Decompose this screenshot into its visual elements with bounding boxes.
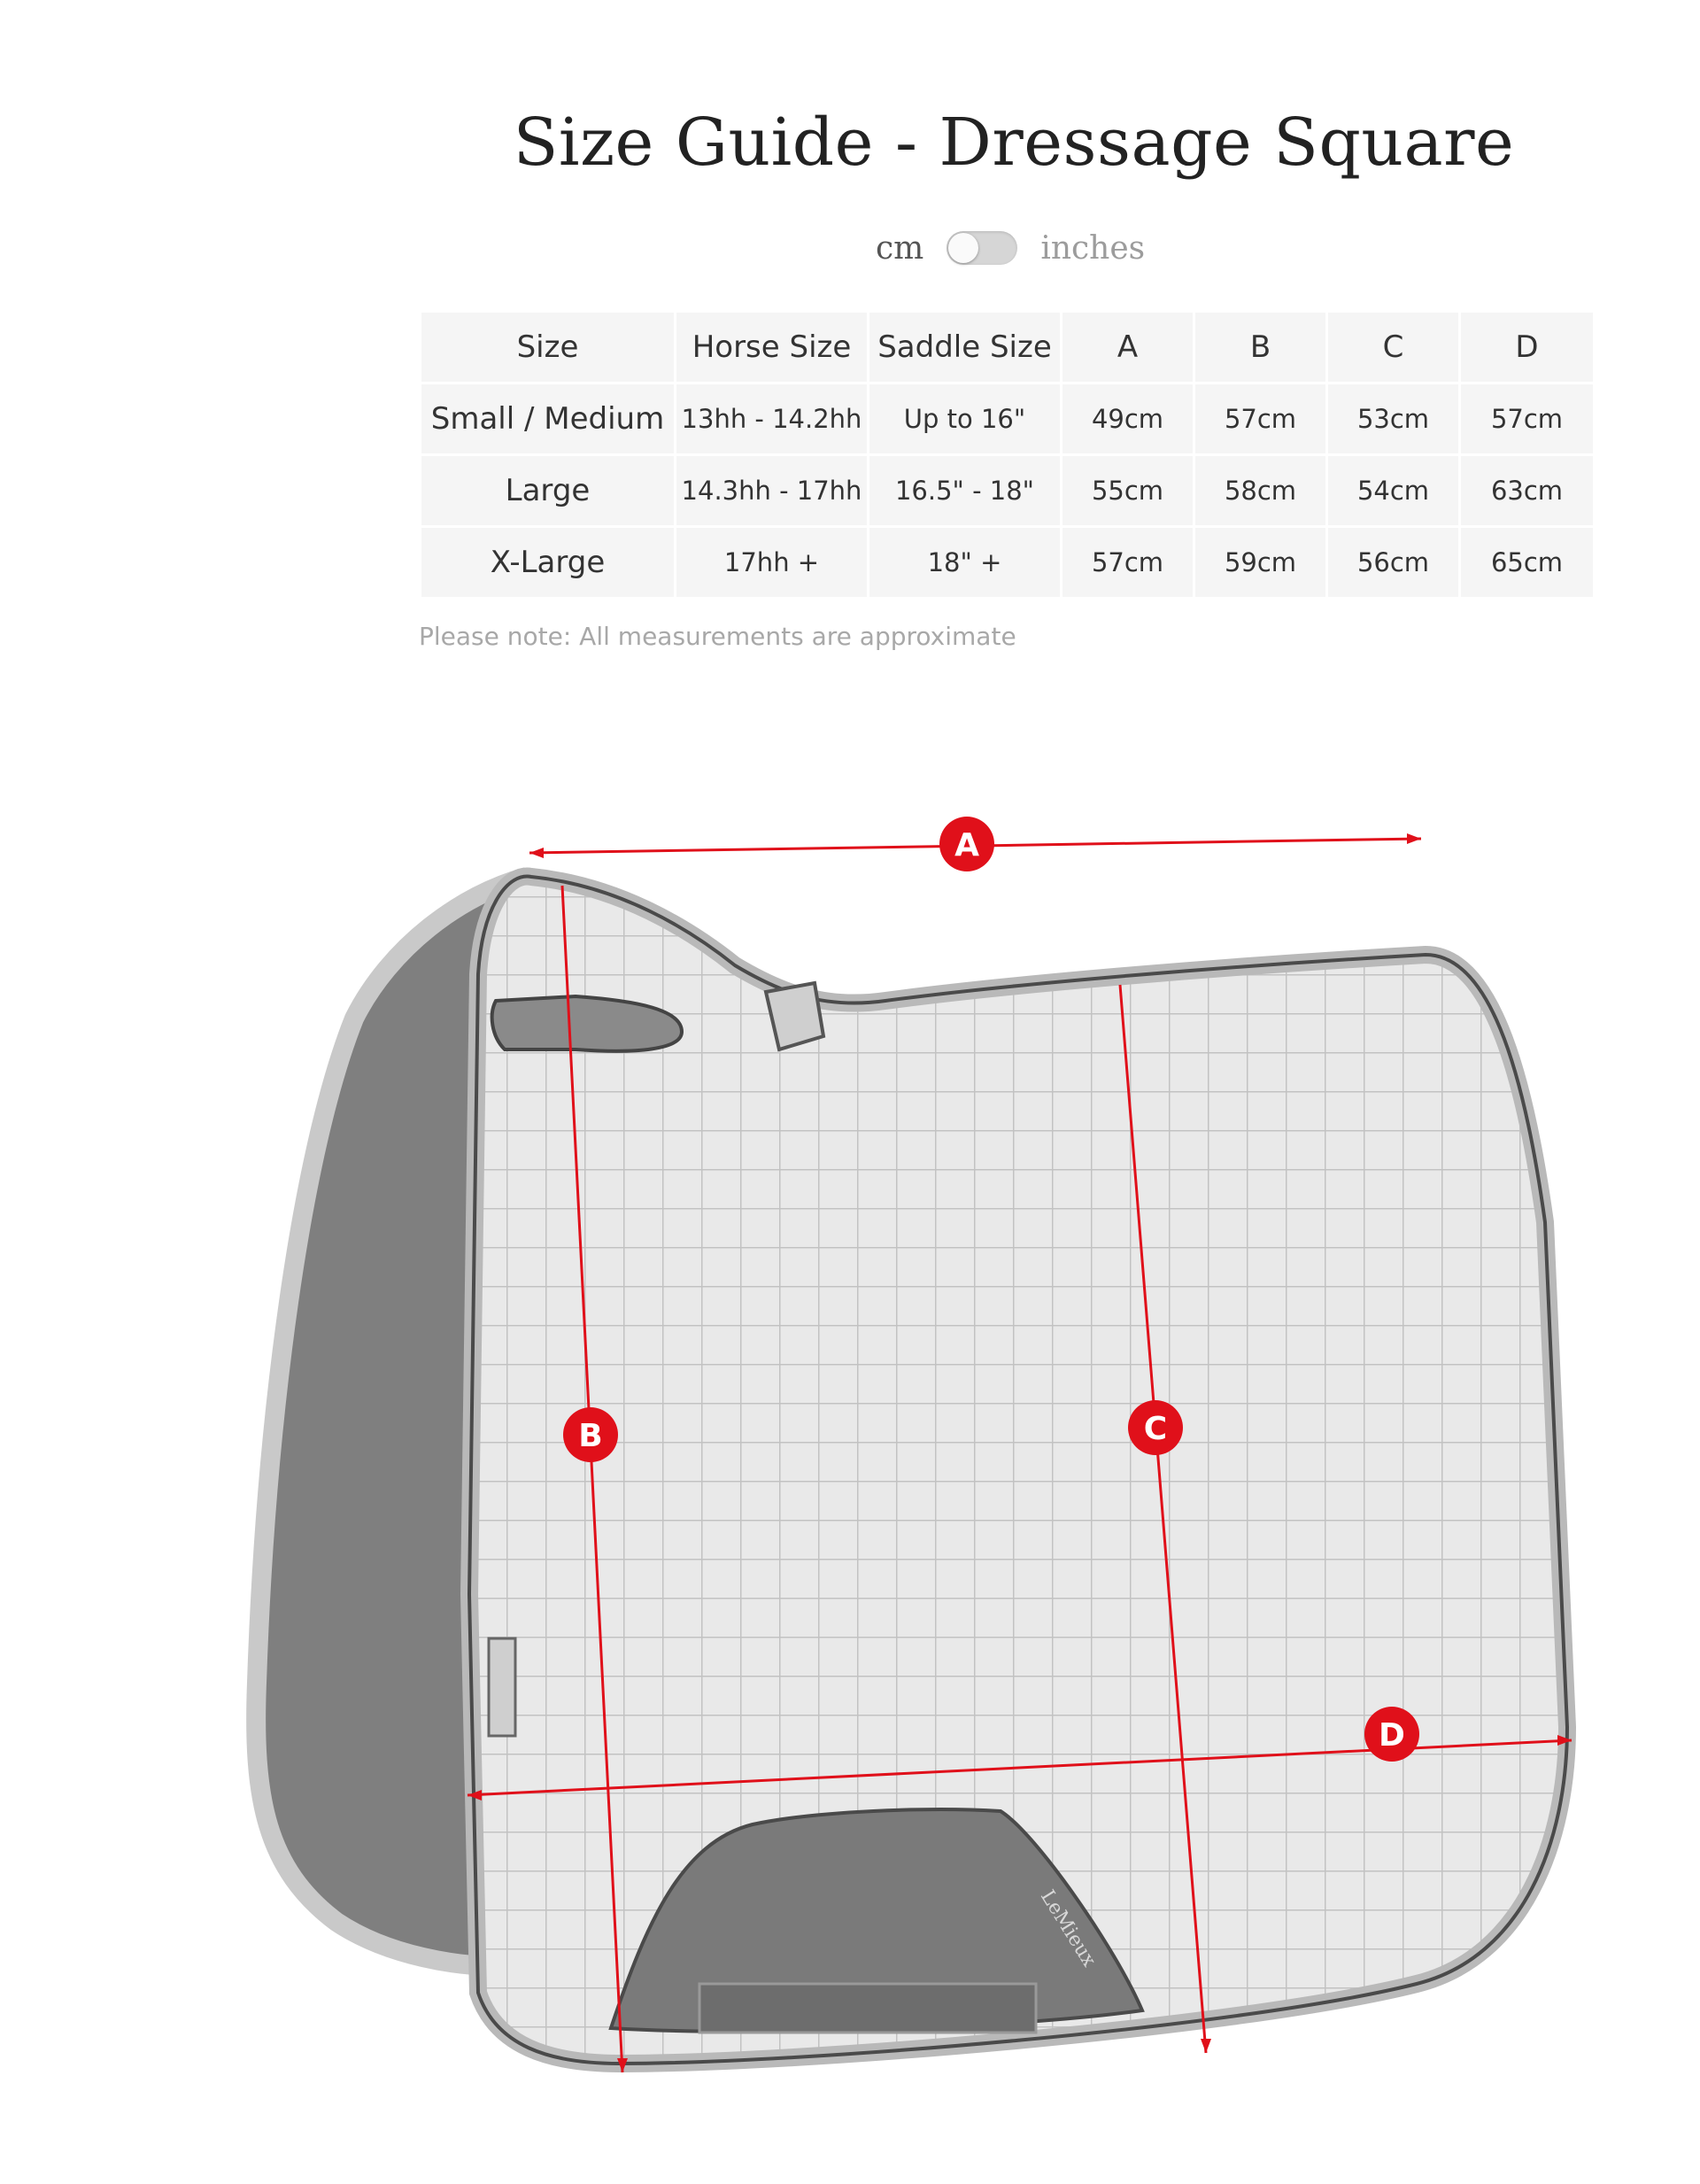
- cell-size: X-Large: [421, 527, 676, 599]
- cell-size: Small / Medium: [421, 383, 676, 455]
- cell-horse-size: 14.3hh - 17hh: [676, 455, 869, 527]
- header-d: D: [1460, 312, 1595, 383]
- cell-a: 49cm: [1062, 383, 1194, 455]
- cell-b: 58cm: [1194, 455, 1327, 527]
- arrowhead-c-bottom: [1201, 2039, 1211, 2053]
- marker-b: [563, 1407, 618, 1462]
- cell-size: Large: [421, 455, 676, 527]
- brand-text: LeMieux: [1035, 1886, 1101, 1971]
- cell-c: 53cm: [1327, 383, 1460, 455]
- page-title: Size Guide - Dressage Square: [513, 105, 1515, 181]
- cell-horse-size: 13hh - 14.2hh: [676, 383, 869, 455]
- svg-text:B: B: [578, 1418, 603, 1454]
- svg-text:D: D: [1379, 1717, 1405, 1754]
- marker-c: [1128, 1400, 1183, 1455]
- header-a: A: [1062, 312, 1194, 383]
- cell-c: 54cm: [1327, 455, 1460, 527]
- cell-d: 57cm: [1460, 383, 1595, 455]
- arrowhead-a-left: [529, 848, 544, 858]
- header-saddle-size: Saddle Size: [869, 312, 1062, 383]
- unit-label-inches[interactable]: inches: [1040, 229, 1146, 267]
- cell-horse-size: 17hh +: [676, 527, 869, 599]
- marker-a: [939, 817, 994, 871]
- cell-d: 63cm: [1460, 455, 1595, 527]
- header-c: C: [1327, 312, 1460, 383]
- svg-text:C: C: [1143, 1411, 1168, 1447]
- cell-saddle-size: 16.5" - 18": [869, 455, 1062, 527]
- cell-saddle-size: Up to 16": [869, 383, 1062, 455]
- suede-label: [699, 1984, 1036, 2033]
- cell-d: 65cm: [1460, 527, 1595, 599]
- arrowhead-a-right: [1407, 833, 1421, 844]
- cell-a: 55cm: [1062, 455, 1194, 527]
- side-label-tag: [489, 1638, 515, 1736]
- unit-label-cm[interactable]: cm: [876, 229, 924, 267]
- cell-b: 57cm: [1194, 383, 1327, 455]
- header-horse-size: Horse Size: [676, 312, 869, 383]
- cell-a: 57cm: [1062, 527, 1194, 599]
- header-size: Size: [421, 312, 676, 383]
- svg-text:A: A: [954, 827, 979, 864]
- measurement-note: Please note: All measurements are approximate: [419, 622, 1016, 651]
- cell-c: 56cm: [1327, 527, 1460, 599]
- cell-saddle-size: 18" +: [869, 527, 1062, 599]
- marker-d: [1364, 1707, 1419, 1762]
- header-b: B: [1194, 312, 1327, 383]
- cell-b: 59cm: [1194, 527, 1327, 599]
